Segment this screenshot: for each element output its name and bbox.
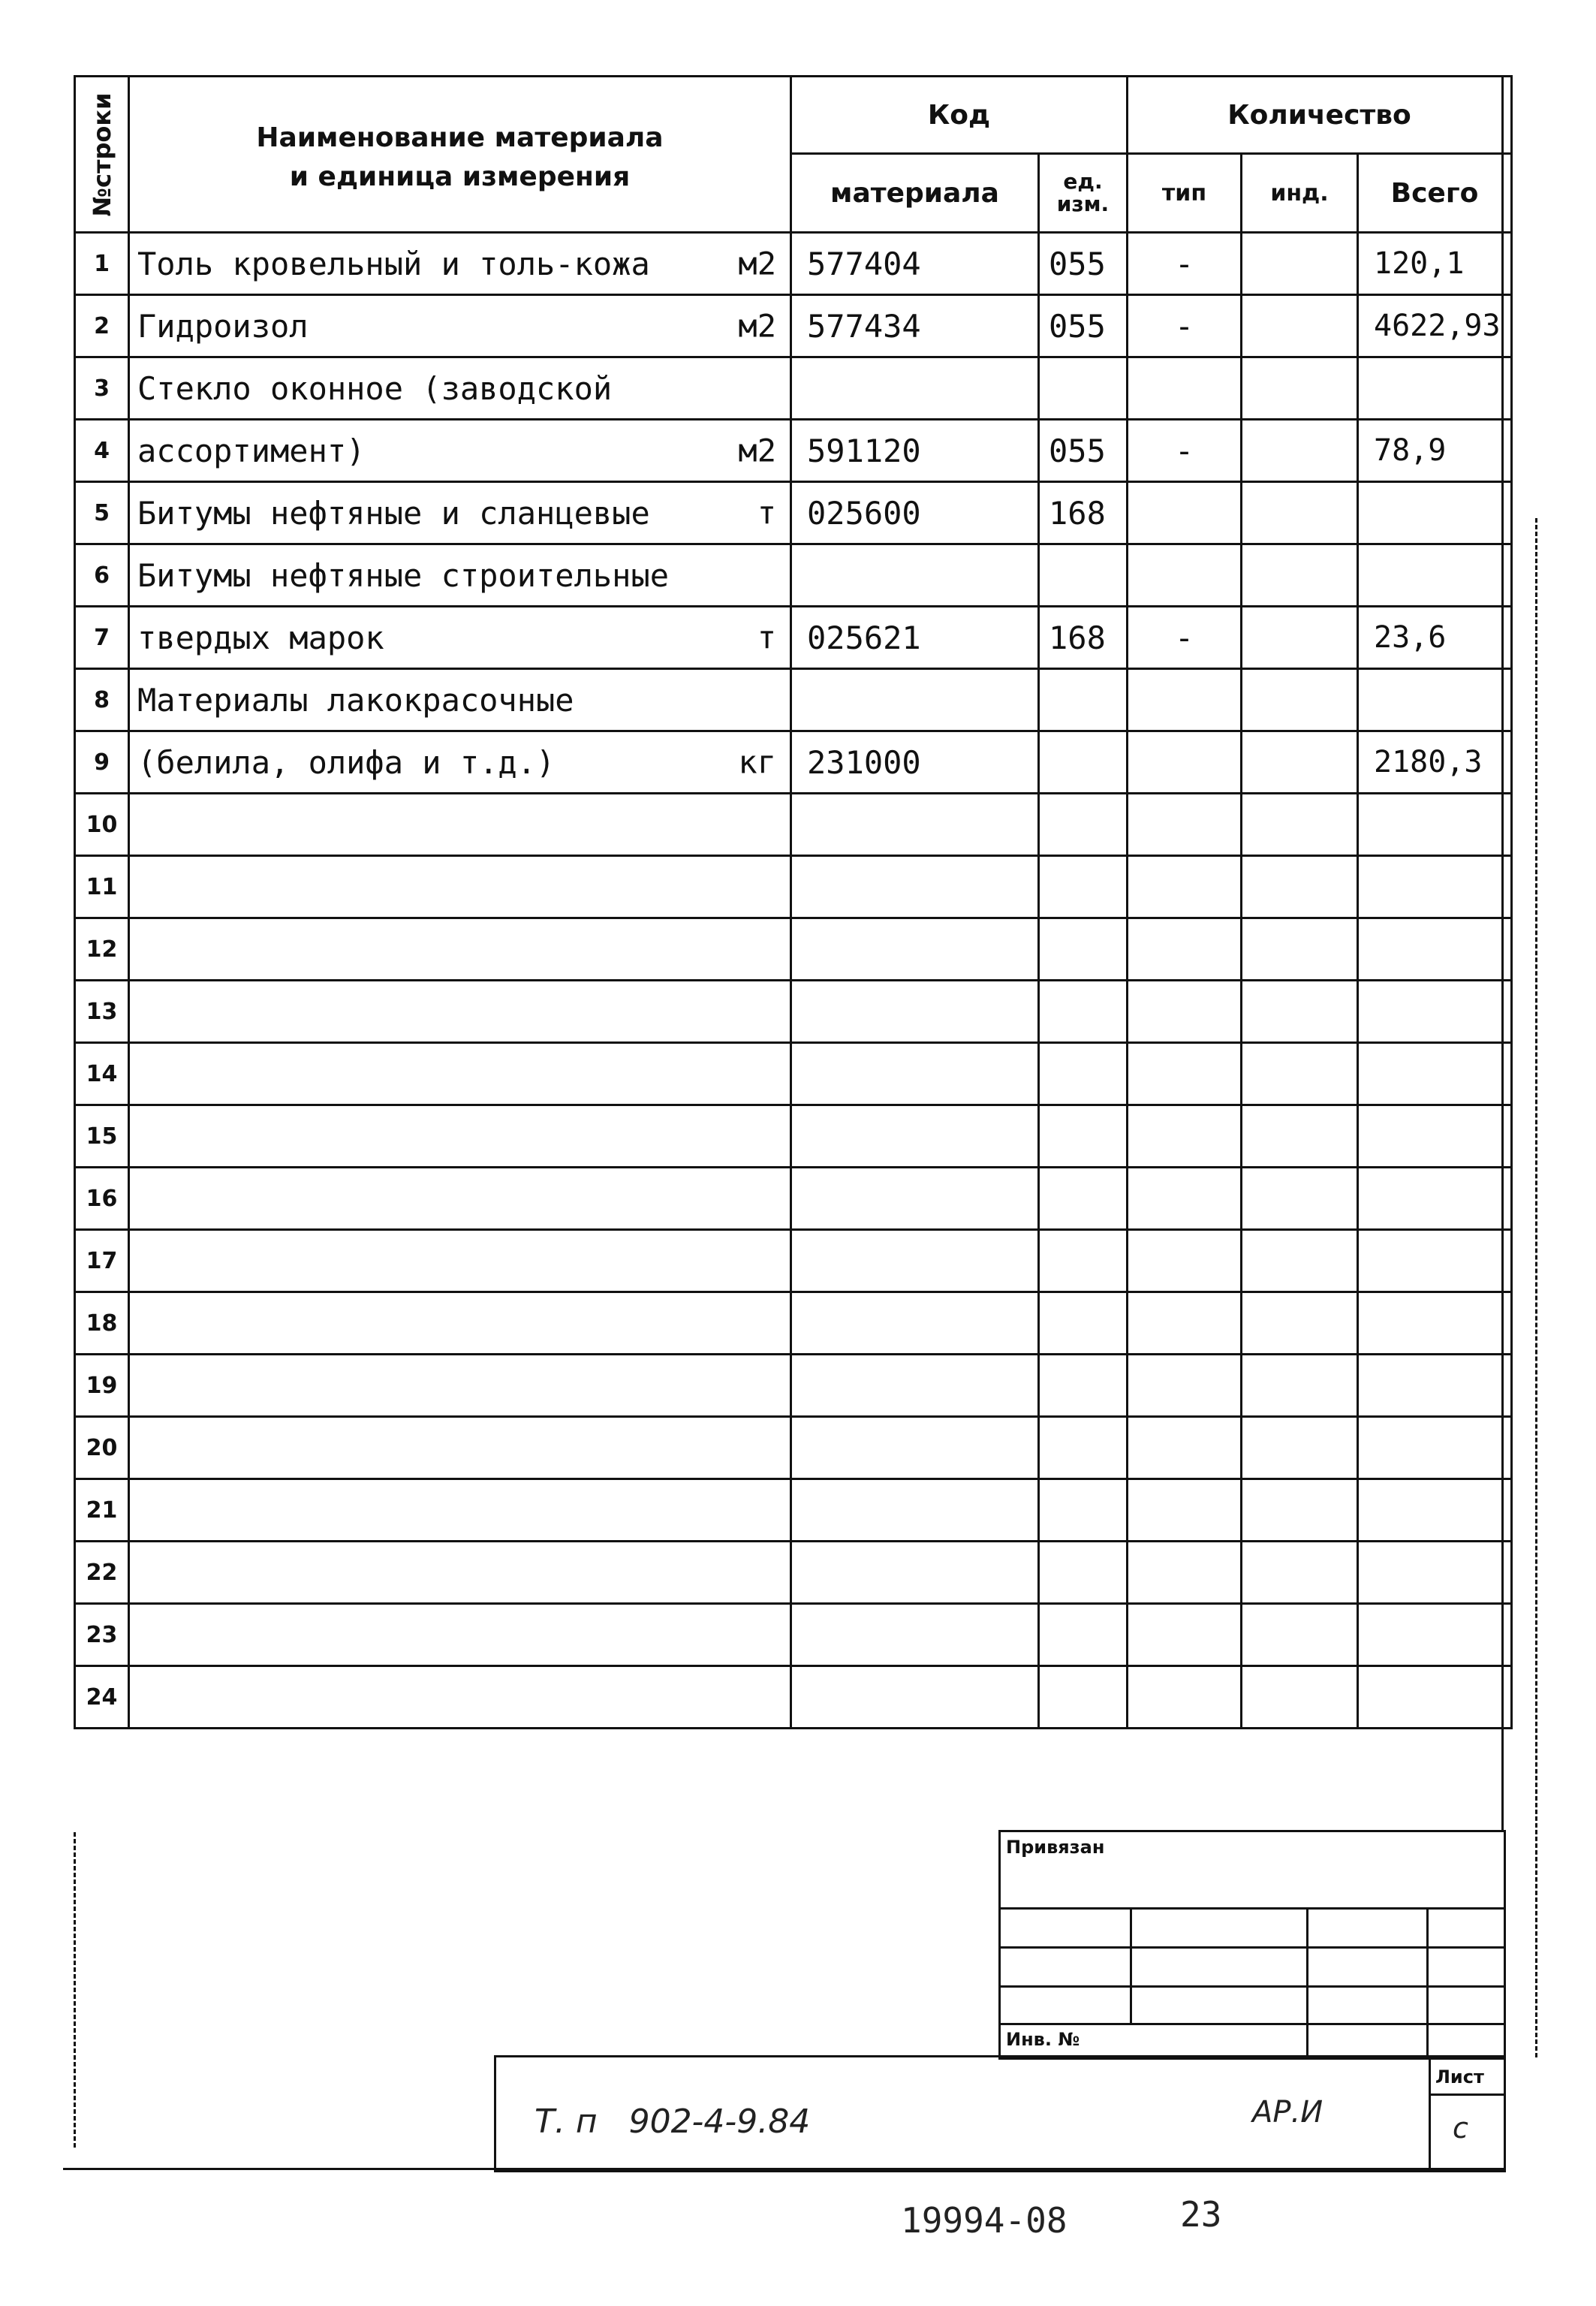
material-code: 025621 xyxy=(791,607,1039,669)
type-value xyxy=(1128,544,1242,607)
row-number-header xyxy=(75,77,129,233)
material-name: Материалы лакокрасочные xyxy=(137,681,574,719)
material-name-cell xyxy=(129,918,791,981)
ind-header: инд. xyxy=(1242,154,1358,233)
table-row xyxy=(75,1666,1512,1729)
material-code xyxy=(791,918,1039,981)
total-value xyxy=(1358,1230,1512,1292)
total-value xyxy=(1358,794,1512,856)
table-row xyxy=(75,1542,1512,1604)
material-name-cell xyxy=(129,482,791,544)
unit-code: 055 xyxy=(1039,295,1128,357)
material-code xyxy=(791,1043,1039,1105)
unit-code xyxy=(1039,981,1128,1043)
row-number: 5 xyxy=(75,482,129,544)
type-value xyxy=(1128,482,1242,544)
material-code xyxy=(791,544,1039,607)
unit-code xyxy=(1039,1105,1128,1168)
material-name: Стекло оконное (заводской xyxy=(137,369,613,407)
ind-value xyxy=(1242,357,1358,420)
total-header: Всего xyxy=(1358,154,1512,233)
unit-code xyxy=(1039,1417,1128,1479)
sheet-label: Лист xyxy=(1435,2066,1484,2087)
total-value xyxy=(1358,1292,1512,1355)
total-value xyxy=(1358,1542,1512,1604)
material-name-cell xyxy=(129,544,791,607)
row-number: 24 xyxy=(75,1666,129,1729)
tied-label: Привязан xyxy=(1006,1837,1105,1858)
unit-code xyxy=(1039,1230,1128,1292)
unit-code: 055 xyxy=(1039,420,1128,482)
total-value xyxy=(1358,856,1512,918)
table-row xyxy=(75,981,1512,1043)
type-value xyxy=(1128,1542,1242,1604)
row-number: 6 xyxy=(75,544,129,607)
table-row xyxy=(75,233,1512,295)
material-code xyxy=(791,1604,1039,1666)
table-row xyxy=(75,1168,1512,1230)
table-row xyxy=(75,420,1512,482)
material-name-cell xyxy=(129,607,791,669)
table-row xyxy=(75,544,1512,607)
material-code xyxy=(791,856,1039,918)
ind-value xyxy=(1242,420,1358,482)
unit-code: 055 xyxy=(1039,233,1128,295)
type-value xyxy=(1128,1355,1242,1417)
type-value xyxy=(1128,357,1242,420)
material-name-cell xyxy=(129,1105,791,1168)
unit-code xyxy=(1039,731,1128,794)
material-unit: кг xyxy=(738,743,776,781)
ind-value xyxy=(1242,295,1358,357)
unit-code xyxy=(1039,1355,1128,1417)
material-name-cell xyxy=(129,1666,791,1729)
type-value xyxy=(1128,669,1242,731)
quantity-header: Количество xyxy=(1128,77,1512,154)
material-name-cell xyxy=(129,669,791,731)
material-code xyxy=(791,1479,1039,1542)
total-value: 120,1 xyxy=(1358,233,1512,295)
table-row xyxy=(75,1417,1512,1479)
total-value xyxy=(1358,482,1512,544)
material-unit: т xyxy=(757,619,776,656)
material-code: 577404 xyxy=(791,233,1039,295)
row-number: 19 xyxy=(75,1355,129,1417)
type-value: - xyxy=(1128,233,1242,295)
inventory-label: Инв. № xyxy=(1006,2029,1080,2050)
unit-code xyxy=(1039,1043,1128,1105)
material-code-header: материала xyxy=(791,154,1039,233)
material-name-cell xyxy=(129,794,791,856)
stamp-line xyxy=(1429,2093,1504,2096)
sheet-number: с xyxy=(1453,2112,1468,2145)
table-row xyxy=(75,1604,1512,1666)
ind-value xyxy=(1242,544,1358,607)
material-name-cell xyxy=(129,1043,791,1105)
material-code xyxy=(791,1168,1039,1230)
type-value xyxy=(1128,1168,1242,1230)
material-code: 231000 xyxy=(791,731,1039,794)
unit-code xyxy=(1039,918,1128,981)
row-number: 14 xyxy=(75,1043,129,1105)
material-name-cell xyxy=(129,295,791,357)
material-code xyxy=(791,1542,1039,1604)
binding-block xyxy=(998,1830,1506,2060)
total-value xyxy=(1358,1479,1512,1542)
ind-value xyxy=(1242,918,1358,981)
type-value xyxy=(1128,1417,1242,1479)
row-number: 21 xyxy=(75,1479,129,1542)
binding-divider xyxy=(1130,1907,1132,2023)
type-value xyxy=(1128,1604,1242,1666)
material-name: твердых марок xyxy=(137,619,384,656)
unit-code-header-line2: изм. xyxy=(1056,191,1110,216)
material-name-cell xyxy=(129,233,791,295)
material-code xyxy=(791,1417,1039,1479)
type-value xyxy=(1128,1105,1242,1168)
material-code xyxy=(791,357,1039,420)
ind-value xyxy=(1242,1168,1358,1230)
ind-value xyxy=(1242,1043,1358,1105)
unit-code xyxy=(1039,357,1128,420)
unit-code xyxy=(1039,1604,1128,1666)
material-unit: т xyxy=(757,494,776,532)
table-row xyxy=(75,1105,1512,1168)
material-code: 591120 xyxy=(791,420,1039,482)
total-value xyxy=(1358,918,1512,981)
table-row xyxy=(75,1479,1512,1542)
ind-value xyxy=(1242,1292,1358,1355)
ind-value xyxy=(1242,607,1358,669)
archive-number: 19994-08 xyxy=(901,2200,1068,2241)
type-value: - xyxy=(1128,295,1242,357)
row-number: 20 xyxy=(75,1417,129,1479)
unit-code: 168 xyxy=(1039,482,1128,544)
material-name: Битумы нефтяные и сланцевые xyxy=(137,494,650,532)
total-value: 2180,3 xyxy=(1358,731,1512,794)
material-name: Гидроизол xyxy=(137,307,309,345)
total-value xyxy=(1358,1168,1512,1230)
ind-value xyxy=(1242,482,1358,544)
ind-value xyxy=(1242,1604,1358,1666)
material-name-cell xyxy=(129,1355,791,1417)
material-code xyxy=(791,1355,1039,1417)
unit-code-header-line1: ед. xyxy=(1063,169,1103,194)
type-value xyxy=(1128,1043,1242,1105)
bottom-frame-line xyxy=(63,2168,1504,2170)
total-value xyxy=(1358,669,1512,731)
material-code xyxy=(791,1666,1039,1729)
material-code: 577434 xyxy=(791,295,1039,357)
total-value xyxy=(1358,1604,1512,1666)
ind-value xyxy=(1242,1666,1358,1729)
type-value xyxy=(1128,1230,1242,1292)
stamp-divider xyxy=(1429,2055,1431,2170)
material-name-cell xyxy=(129,1417,791,1479)
ind-value xyxy=(1242,233,1358,295)
total-value xyxy=(1358,357,1512,420)
type-value xyxy=(1128,981,1242,1043)
type-value xyxy=(1128,856,1242,918)
material-code: 025600 xyxy=(791,482,1039,544)
row-number: 1 xyxy=(75,233,129,295)
ind-value xyxy=(1242,1230,1358,1292)
material-unit: м2 xyxy=(738,307,776,345)
row-number: 9 xyxy=(75,731,129,794)
unit-code xyxy=(1039,1542,1128,1604)
ind-value xyxy=(1242,1479,1358,1542)
row-number: 8 xyxy=(75,669,129,731)
total-value xyxy=(1358,1043,1512,1105)
total-value xyxy=(1358,1105,1512,1168)
row-number: 7 xyxy=(75,607,129,669)
material-name-cell xyxy=(129,731,791,794)
unit-code: 168 xyxy=(1039,607,1128,669)
type-value xyxy=(1128,794,1242,856)
ind-value xyxy=(1242,731,1358,794)
type-value xyxy=(1128,1479,1242,1542)
ind-value xyxy=(1242,1105,1358,1168)
total-value xyxy=(1358,1355,1512,1417)
ind-value xyxy=(1242,1417,1358,1479)
materials-rows xyxy=(75,233,1512,1729)
document-code: Т. п 902-4-9.84 xyxy=(535,2103,811,2141)
document-mark: АР.И xyxy=(1252,2095,1323,2130)
row-number: 2 xyxy=(75,295,129,357)
material-name-cell xyxy=(129,357,791,420)
material-name-cell xyxy=(129,1542,791,1604)
material-name-cell xyxy=(129,1479,791,1542)
margin-line xyxy=(1535,518,1537,2057)
material-unit: м2 xyxy=(738,432,776,469)
right-frame-line xyxy=(1501,75,1504,1832)
row-number: 11 xyxy=(75,856,129,918)
ind-value xyxy=(1242,981,1358,1043)
row-number: 18 xyxy=(75,1292,129,1355)
row-number: 13 xyxy=(75,981,129,1043)
type-value: - xyxy=(1128,420,1242,482)
type-value: - xyxy=(1128,607,1242,669)
material-code xyxy=(791,669,1039,731)
unit-code xyxy=(1039,669,1128,731)
total-value: 23,6 xyxy=(1358,607,1512,669)
table-row xyxy=(75,607,1512,669)
material-name-cell xyxy=(129,1230,791,1292)
margin-line-left xyxy=(74,1832,76,2148)
material-name: Толь кровельный и толь-кожа xyxy=(137,245,650,282)
table-row xyxy=(75,856,1512,918)
row-number: 17 xyxy=(75,1230,129,1292)
type-value xyxy=(1128,1292,1242,1355)
ind-value xyxy=(1242,1542,1358,1604)
table-row xyxy=(75,482,1512,544)
row-number: 12 xyxy=(75,918,129,981)
material-name-cell xyxy=(129,1292,791,1355)
row-number: 22 xyxy=(75,1542,129,1604)
total-value: 4622,93 xyxy=(1358,295,1512,357)
material-code xyxy=(791,1292,1039,1355)
unit-code-header xyxy=(1039,154,1128,233)
ind-value xyxy=(1242,794,1358,856)
table-row xyxy=(75,1230,1512,1292)
table-row xyxy=(75,918,1512,981)
total-value: 78,9 xyxy=(1358,420,1512,482)
material-unit: м2 xyxy=(738,245,776,282)
table-row xyxy=(75,1043,1512,1105)
material-code xyxy=(791,794,1039,856)
binding-divider xyxy=(1306,1907,1308,2055)
table-row xyxy=(75,731,1512,794)
material-name-cell xyxy=(129,1604,791,1666)
material-code xyxy=(791,1105,1039,1168)
total-value xyxy=(1358,1417,1512,1479)
material-name-cell xyxy=(129,420,791,482)
material-code xyxy=(791,981,1039,1043)
binding-divider xyxy=(1426,1907,1429,2055)
table-row xyxy=(75,669,1512,731)
type-value xyxy=(1128,918,1242,981)
total-value xyxy=(1358,981,1512,1043)
code-header: Код xyxy=(791,77,1128,154)
unit-code xyxy=(1039,544,1128,607)
table-row xyxy=(75,1292,1512,1355)
unit-code xyxy=(1039,1292,1128,1355)
unit-code xyxy=(1039,794,1128,856)
materials-table xyxy=(74,75,1513,1729)
material-name-cell xyxy=(129,981,791,1043)
table-row xyxy=(75,357,1512,420)
type-value xyxy=(1128,1666,1242,1729)
table-row xyxy=(75,1355,1512,1417)
ind-value xyxy=(1242,856,1358,918)
unit-code xyxy=(1039,1666,1128,1729)
page-number: 23 xyxy=(1180,2194,1222,2235)
material-name-header xyxy=(129,77,791,233)
unit-code xyxy=(1039,1168,1128,1230)
material-name: ассортимент) xyxy=(137,432,366,469)
table-row xyxy=(75,295,1512,357)
row-number: 4 xyxy=(75,420,129,482)
material-name-cell xyxy=(129,856,791,918)
row-number: 15 xyxy=(75,1105,129,1168)
row-number: 23 xyxy=(75,1604,129,1666)
ind-value xyxy=(1242,669,1358,731)
type-value xyxy=(1128,731,1242,794)
total-value xyxy=(1358,1666,1512,1729)
row-number: 16 xyxy=(75,1168,129,1230)
material-name-header-line1: Наименование материала xyxy=(256,122,664,153)
material-name: (белила, олифа и т.д.) xyxy=(137,743,556,781)
unit-code xyxy=(1039,1479,1128,1542)
row-number: 3 xyxy=(75,357,129,420)
row-number-header-text: №строки xyxy=(87,92,116,217)
unit-code xyxy=(1039,856,1128,918)
ind-value xyxy=(1242,1355,1358,1417)
table-row xyxy=(75,794,1512,856)
material-name-header-line2: и единица измерения xyxy=(289,161,631,192)
material-code xyxy=(791,1230,1039,1292)
type-header: тип xyxy=(1128,154,1242,233)
material-name: Битумы нефтяные строительные xyxy=(137,556,670,594)
total-value xyxy=(1358,544,1512,607)
material-name-cell xyxy=(129,1168,791,1230)
row-number: 10 xyxy=(75,794,129,856)
